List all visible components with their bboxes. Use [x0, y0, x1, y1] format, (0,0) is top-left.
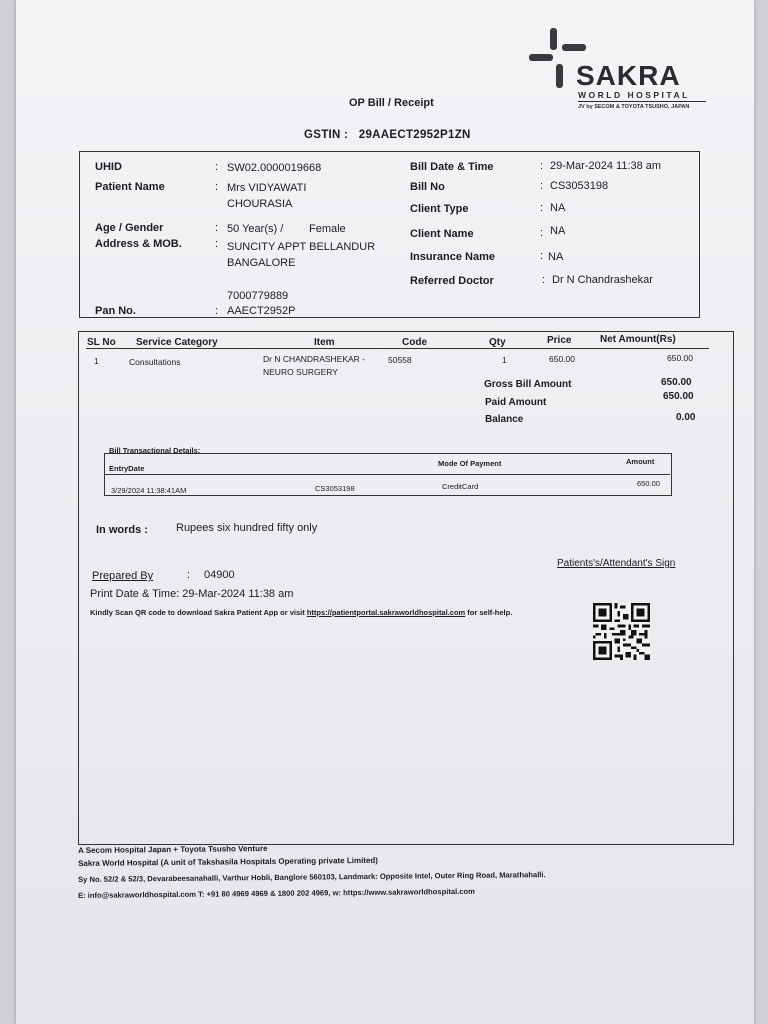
col-code: Code: [402, 337, 427, 348]
uhid-colon: :: [215, 161, 219, 173]
referred-doctor-label: Referred Doctor: [410, 275, 494, 287]
col-net-amount: Net Amount(Rs): [600, 334, 676, 345]
gstin-line: [304, 129, 471, 141]
client-name-value: NA: [550, 225, 566, 237]
uhid-label: UHID: [95, 161, 122, 173]
col-item: Item: [314, 337, 335, 348]
bill-no-colon: :: [540, 180, 544, 192]
address-colon: :: [215, 238, 219, 250]
bill-no-label: Bill No: [410, 181, 445, 193]
qr-code-icon[interactable]: [593, 603, 650, 660]
client-type-value: NA: [550, 202, 566, 214]
pan-label: Pan No.: [95, 305, 136, 317]
row-net: 650.00: [667, 353, 693, 363]
col-price: Price: [547, 335, 572, 346]
age-colon: :: [215, 222, 219, 234]
footer-line2: Sakra World Hospital (A unit of Takshasila Hospitals Operating private Limited): [78, 855, 378, 868]
insurance-value: NA: [548, 251, 564, 263]
footer-line4: E: info@sakraworldhospital.com T: +91 80 4969 4969 & 1800 202 4969, w: https://www.sakraworldhospital.com: [78, 886, 475, 900]
tx-col-mode: Mode Of Payment: [438, 459, 502, 468]
tx-bill-no: CS3053198: [315, 484, 355, 493]
client-type-colon: :: [540, 202, 544, 214]
gross-label: Gross Bill Amount: [484, 379, 572, 390]
col-qty: Qty: [489, 337, 506, 348]
tx-mode: CreditCard: [442, 482, 479, 491]
hospital-logo: [528, 26, 708, 110]
age-value: 50 Year(s) /: [227, 223, 284, 235]
gstin-value: 29AAECT2952P1ZN: [358, 129, 471, 141]
qr-note-prefix: Kindly Scan QR code to download Sakra Patient App or visit: [90, 608, 307, 617]
bill-date-colon: :: [540, 160, 544, 172]
row-item-line2: NEURO SURGERY: [263, 367, 338, 377]
patient-name-line1: Mrs VIDYAWATI: [227, 182, 307, 194]
col-service-category: Service Category: [136, 337, 218, 348]
patient-name-label: Patient Name: [95, 181, 165, 193]
gstin-label: GSTIN :: [304, 129, 349, 141]
col-sl-no: SL No: [87, 337, 116, 348]
pan-colon: :: [215, 305, 219, 317]
patient-portal-link[interactable]: https://patientportal.sakraworldhospital.com: [306, 608, 466, 617]
brand-rule: [578, 101, 706, 102]
paid-value: 650.00: [663, 391, 694, 402]
brand-subtitle: WORLD HOSPITAL: [578, 90, 690, 100]
referred-doctor-colon: :: [542, 274, 546, 286]
balance-value: 0.00: [676, 412, 696, 423]
bill-no-value: CS3053198: [550, 180, 609, 192]
tx-col-entry-date: EntryDate: [109, 464, 145, 473]
print-datetime: Print Date & Time: 29-Mar-2024 11:38 am: [90, 588, 294, 600]
patient-name-colon: :: [215, 181, 219, 193]
row-code: 50558: [388, 355, 412, 365]
paid-label: Paid Amount: [485, 397, 547, 408]
qr-note: [90, 608, 512, 617]
bill-date-value: 29-Mar-2024 11:38 am: [550, 160, 662, 172]
brand-name: SAKRA: [576, 60, 681, 91]
tx-col-amount: Amount: [626, 457, 655, 466]
patient-info-box: [79, 151, 700, 318]
insurance-colon: :: [540, 250, 544, 262]
client-name-label: Client Name: [410, 228, 474, 240]
bill-date-label: Bill Date & Time: [410, 161, 494, 173]
services-header-rule: [86, 348, 709, 349]
transaction-title: Bill Transactional Details:: [109, 446, 201, 455]
row-qty: 1: [502, 355, 507, 365]
transaction-header-rule: [105, 474, 670, 475]
row-price: 650.00: [549, 354, 575, 364]
in-words-value: Rupees six hundred fifty only: [176, 522, 318, 534]
age-gender-label: Age / Gender: [95, 222, 164, 234]
qr-note-suffix: for self-help.: [465, 608, 513, 617]
attendant-sign-label: Patients's/Attendant's Sign: [557, 558, 676, 569]
gross-value: 650.00: [661, 377, 692, 388]
row-category: Consultations: [129, 357, 181, 367]
client-type-label: Client Type: [410, 203, 469, 215]
tx-entry-date: 3/29/2024 11:38:41AM: [111, 486, 187, 495]
footer-line3: Sy No. 52/2 & 52/3, Devarabeesanahalli, Varthur Hobli, Banglore 560103, Landmark: Opposite Intel, Outer Ring Road, Marathahalli.: [78, 870, 546, 884]
address-label: Address & MOB.: [95, 238, 182, 250]
insurance-label: Insurance Name: [410, 251, 495, 263]
address-line1: SUNCITY APPT BELLANDUR: [227, 241, 376, 253]
prepared-by-value: 04900: [204, 569, 235, 581]
gender-value: Female: [309, 223, 346, 235]
document-title: OP Bill / Receipt: [349, 97, 434, 109]
tx-amount: 650.00: [637, 479, 660, 488]
pan-value: AAECT2952P: [227, 305, 296, 317]
mobile-value: 7000779889: [227, 290, 289, 302]
client-name-colon: :: [540, 227, 544, 239]
prepared-by-label: Prepared By: [92, 570, 154, 582]
footer-line1: A Secom Hospital Japan + Toyota Tsusho Venture: [78, 844, 268, 855]
balance-label: Balance: [485, 414, 524, 425]
row-sl: 1: [94, 356, 99, 366]
referred-doctor-value: Dr N Chandrashekar: [552, 274, 653, 286]
prepared-by-colon: :: [187, 569, 191, 581]
patient-name-line2: CHOURASIA: [227, 198, 293, 210]
row-item-line1: Dr N CHANDRASHEKAR -: [263, 354, 366, 364]
in-words-label: In words :: [96, 524, 148, 536]
address-line2: BANGALORE: [227, 257, 296, 269]
uhid-value: SW02.0000019668: [227, 162, 322, 174]
brand-jv: JV by SECOM & TOYOTA TSUSHO, JAPAN: [578, 104, 690, 110]
